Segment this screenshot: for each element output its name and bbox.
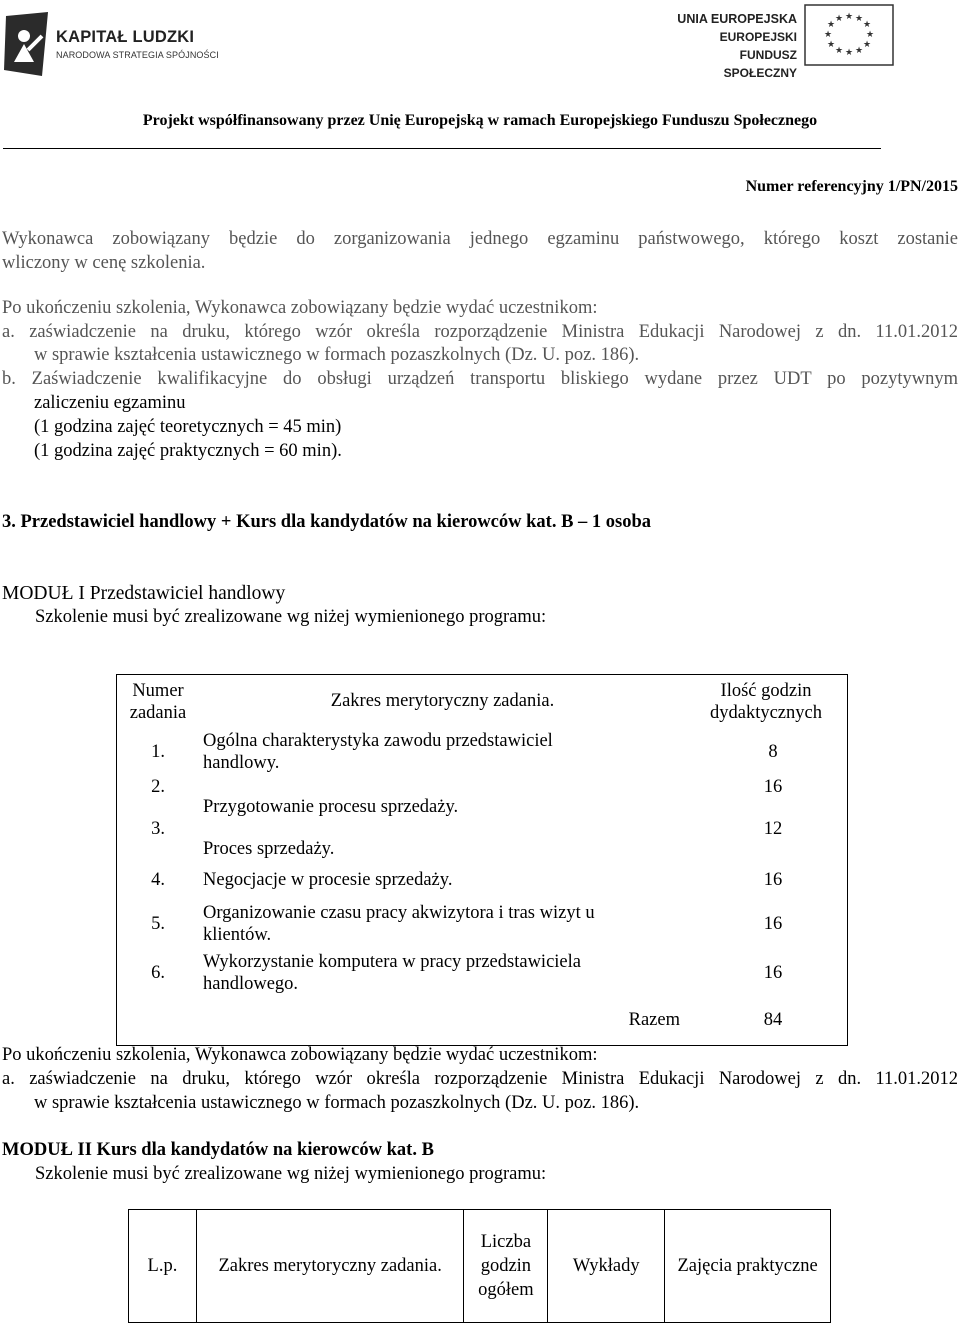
task-number: 1. [151,742,165,762]
project-funding-line: Projekt współfinansowany przez Unię Europejską w ramach Europejskiego Funduszu Społecznego [142,112,818,129]
item-a-line-1: a. zaświadczenie na druku, którego wzór określa rozporządzenie Ministra Edukacji Narodowej z dn. 11.01.2012 [2,322,958,342]
eu-logo-text [677,10,797,82]
header-task-number: Numer zadania [129,681,187,723]
task-topic: Przygotowanie procesu sprzedaży. [203,797,459,817]
task-number: 4. [151,870,165,890]
task-topic: Wykorzystanie komputera w pracy przedstawiciela handlowego. [203,952,581,994]
svg-text:★: ★ [844,12,854,22]
table-2-header-row [129,1210,831,1323]
table-row [117,776,846,818]
task-hours: 12 [763,819,783,839]
header-lp: L.p. [129,1210,197,1323]
total-value: 84 [763,1010,783,1030]
svg-text:★: ★ [854,46,864,56]
eu-line-3: FUNDUSZ SPOŁECZNY [723,48,797,80]
item-a2-line-1: a. zaświadczenie na druku, którego wzór określa rozporządzenie Ministra Edukacji Narodowej z dn. 11.01.2012 [2,1069,958,1089]
task-topic: Ogólna charakterystyka zawodu przedstawiciel handlowy. [203,731,553,773]
header-lectures: Wykłady [548,1210,665,1323]
header-divider [3,148,881,149]
eu-flag-icon [804,4,894,66]
task-hours: 8 [768,742,778,762]
table-row [117,900,846,948]
task-topic: Organizowanie czasu pracy akwizytora i tras wizyt u klientów. [203,903,595,945]
item-b-line-3: (1 godzina zajęć teoretycznych = 45 min) [34,417,342,437]
program-table-1 [117,674,846,1042]
kapital-ludzki-title: KAPITAŁ LUDZKI [56,28,195,46]
table-total-row [117,998,846,1042]
svg-text:★: ★ [826,40,836,50]
task-number: 3. [151,819,165,839]
task-hours: 16 [763,914,783,934]
svg-text:★: ★ [854,14,864,24]
table-row [117,860,846,900]
svg-text:★: ★ [865,30,875,40]
item-a2-line-2: w sprawie kształcenia ustawicznego w formach pozaszkolnych (Dz. U. poz. 186). [34,1093,640,1113]
task-topic: Negocjacje w procesie sprzedaży. [203,870,453,890]
program-table-2 [128,1209,831,1323]
svg-text:★: ★ [826,20,836,30]
task-hours: 16 [763,963,783,983]
total-label: Razem [628,1010,680,1030]
svg-text:★: ★ [834,46,844,56]
modul-1-title: MODUŁ I Przedstawiciel handlowy [2,583,286,604]
table-header-row [117,674,846,728]
header-scope: Zakres merytoryczny zadania. [330,691,555,711]
svg-text:★: ★ [862,40,872,50]
eu-line-2: EUROPEJSKI [719,30,797,44]
modul-2-subtitle: Szkolenie musi być zrealizowane wg niżej wymienionego programu: [35,1164,547,1184]
task-number: 5. [151,914,165,934]
header-scope-2: Zakres merytoryczny zadania. [196,1210,464,1323]
svg-text:★: ★ [834,14,844,24]
item-b-line-4: (1 godzina zajęć praktycznych = 60 min). [34,441,342,461]
task-topic: Proces sprzedaży. [203,839,335,859]
table-row [117,728,846,776]
modul-1-subtitle: Szkolenie musi być zrealizowane wg niżej wymienionego programu: [35,607,547,627]
table-row [117,948,846,998]
task-number: 2. [151,777,165,797]
task-number: 6. [151,963,165,983]
task-hours: 16 [763,870,783,890]
reference-number: Numer referencyjny 1/PN/2015 [745,178,958,195]
after-training-heading-2: Po ukończeniu szkolenia, Wykonawca zobowiązany będzie wydać uczestnikom: [2,1045,598,1065]
item-b-line-2: zaliczeniu egzaminu [34,393,186,413]
task-hours: 16 [763,777,783,797]
svg-text:★: ★ [862,20,872,30]
section-3-heading: 3. Przedstawiciel handlowy + Kurs dla kandydatów na kierowców kat. B – 1 osoba [2,512,652,532]
after-training-heading: Po ukończeniu szkolenia, Wykonawca zobowiązany będzie wydać uczestnikom: [2,298,598,318]
svg-text:★: ★ [844,48,854,58]
eu-line-1: UNIA EUROPEJSKA [677,12,797,26]
svg-text:★: ★ [823,30,833,40]
exam-paragraph-line-1: Wykonawca zobowiązany będzie do zorganizowania jednego egzaminu państwowego, którego koszt zostanie [2,229,958,249]
header-hours: Ilość godzin dydaktycznych [710,681,822,723]
header-total-hours: Liczba godzin ogółem [464,1210,548,1323]
table-row [117,818,846,860]
header-practical: Zajęcia praktyczne [665,1210,831,1323]
item-b-line-1: b. Zaświadczenie kwalifikacyjne do obsługi urządzeń transportu bliskiego wydane przez UDT po pozytywnym [2,369,958,389]
item-a-line-2: w sprawie kształcenia ustawicznego w formach pozaszkolnych (Dz. U. poz. 186). [34,345,640,365]
modul-2-title: MODUŁ II Kurs dla kandydatów na kierowców kat. B [2,1140,434,1160]
kapital-ludzki-subtitle: NARODOWA STRATEGIA SPÓJNOŚCI [56,50,219,60]
exam-paragraph-line-2: wliczony w cenę szkolenia. [2,253,206,273]
